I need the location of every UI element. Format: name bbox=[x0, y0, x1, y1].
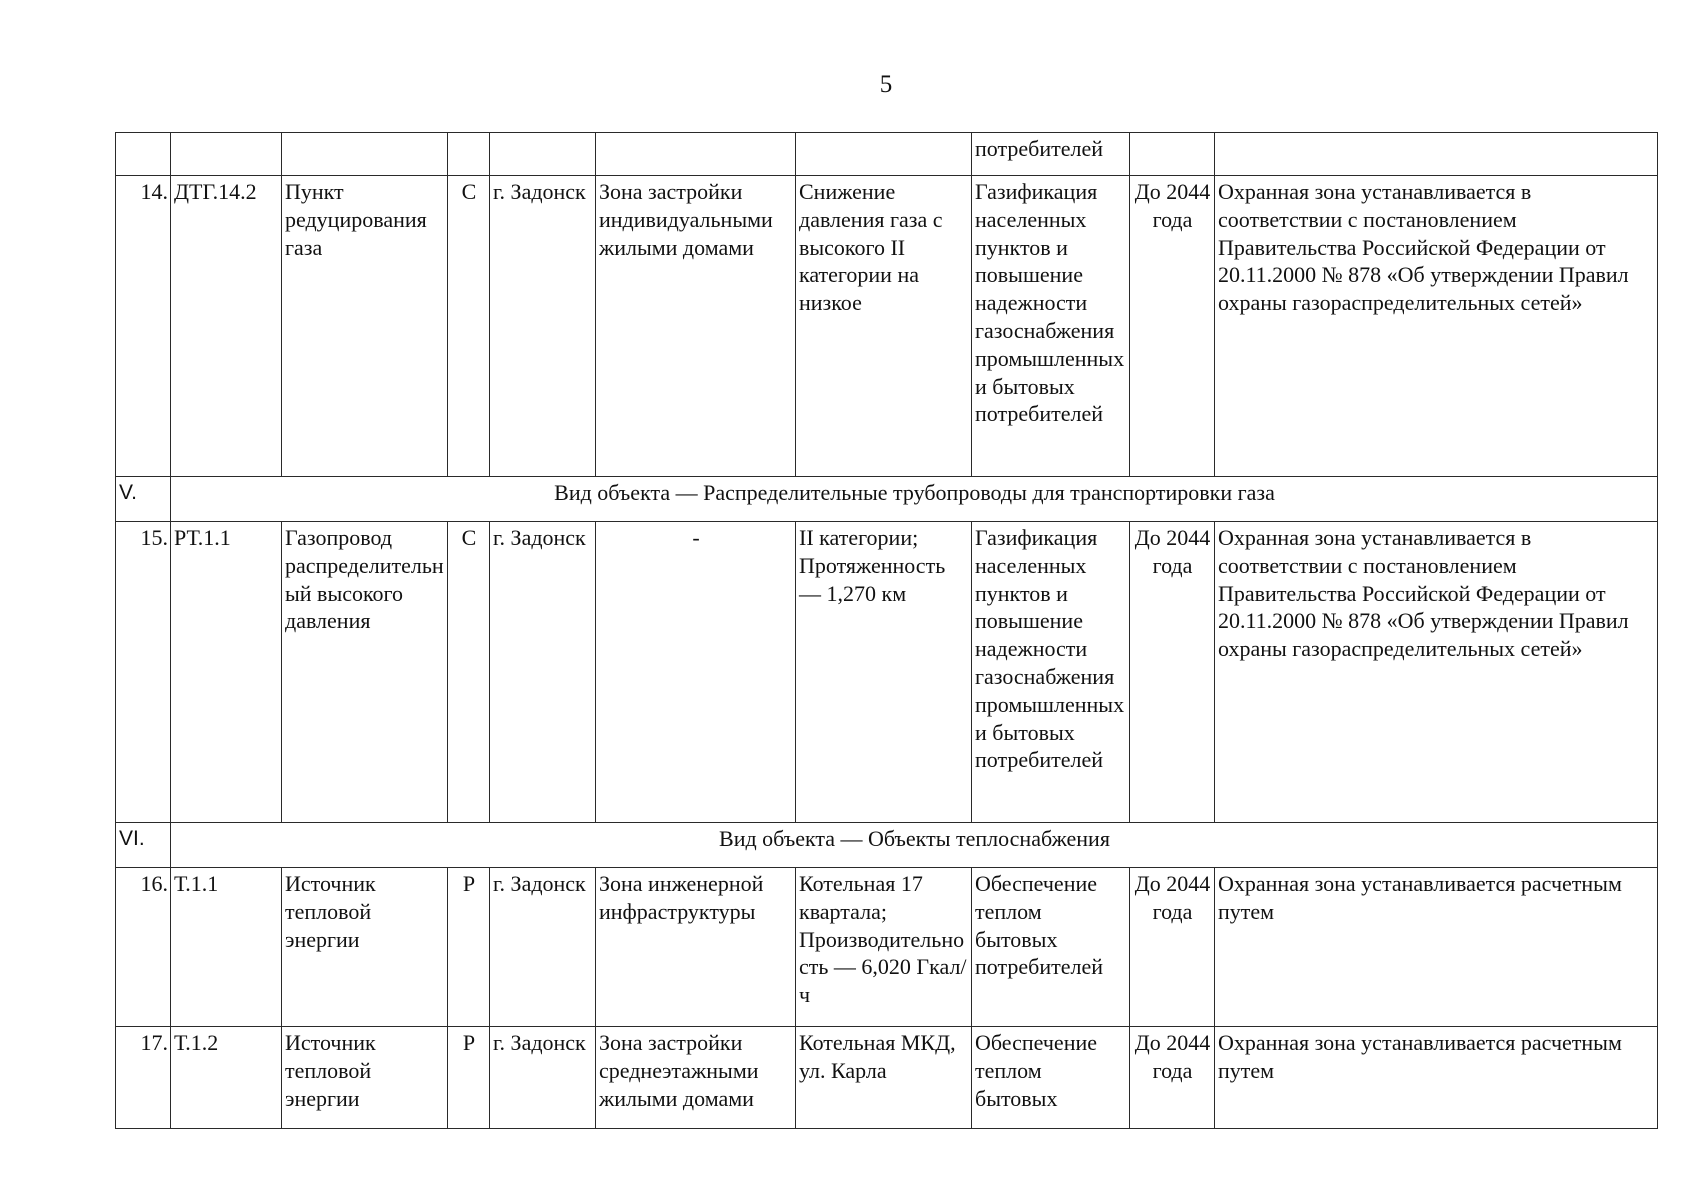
location-cell bbox=[490, 133, 596, 176]
object-name-cell: Газопровод распределительный высокого давления bbox=[282, 522, 448, 823]
object-name-cell bbox=[282, 133, 448, 176]
location-cell: г. Задонск bbox=[490, 522, 596, 823]
zone-cell: Зона застройки среднеэтажными жилыми домами bbox=[596, 1027, 796, 1129]
zone-cell: Зона застройки индивидуальными жилыми домами bbox=[596, 176, 796, 477]
zone-cell bbox=[596, 133, 796, 176]
characteristics-cell: Котельная 17 квартала; Производительность — 6,020 Гкал/ч bbox=[796, 868, 972, 1027]
purpose-cell: Обеспечение теплом бытовых bbox=[972, 1027, 1130, 1129]
term-cell: До 2044 года bbox=[1130, 1027, 1215, 1129]
table-row bbox=[116, 133, 1658, 176]
location-cell: г. Задонск bbox=[490, 868, 596, 1027]
row-number-cell bbox=[116, 133, 171, 176]
characteristics-cell: Снижение давления газа с высокого II категории на низкое bbox=[796, 176, 972, 477]
location-cell: г. Задонск bbox=[490, 176, 596, 477]
table-row bbox=[116, 176, 1658, 477]
section-row bbox=[116, 823, 1658, 868]
table-row bbox=[116, 522, 1658, 823]
purpose-cell: Газификация населенных пунктов и повышение надежности газоснабжения промышленных и бытовых потребителей bbox=[972, 522, 1130, 823]
characteristics-cell bbox=[796, 133, 972, 176]
characteristics-cell: II категории; Протяженность — 1,270 км bbox=[796, 522, 972, 823]
status-cell: С bbox=[448, 522, 490, 823]
protection-zone-cell bbox=[1215, 133, 1658, 176]
purpose-cell: Газификация населенных пунктов и повышение надежности газоснабжения промышленных и бытовых потребителей bbox=[972, 176, 1130, 477]
object-name-cell: Пункт редуцирования газа bbox=[282, 176, 448, 477]
protection-zone-cell: Охранная зона устанавливается в соответствии с постановлением Правительства Российской Федерации от 20.11.2000 № 878 «Об утверждении Правил охраны газораспределительных сетей» bbox=[1215, 522, 1658, 823]
section-number-cell: V. bbox=[116, 477, 171, 522]
status-cell: Р bbox=[448, 1027, 490, 1129]
status-cell bbox=[448, 133, 490, 176]
term-cell: До 2044 года bbox=[1130, 176, 1215, 477]
object-code-cell: Т.1.1 bbox=[171, 868, 282, 1027]
purpose-cell: потребителей bbox=[972, 133, 1130, 176]
protection-zone-cell: Охранная зона устанавливается расчетным путем bbox=[1215, 868, 1658, 1027]
protection-zone-cell: Охранная зона устанавливается расчетным путем bbox=[1215, 1027, 1658, 1129]
row-number-cell: 16. bbox=[116, 868, 171, 1027]
term-cell bbox=[1130, 133, 1215, 176]
purpose-cell: Обеспечение теплом бытовых потребителей bbox=[972, 868, 1130, 1027]
location-cell: г. Задонск bbox=[490, 1027, 596, 1129]
zone-cell: Зона инженерной инфраструктуры bbox=[596, 868, 796, 1027]
page-number: 5 bbox=[879, 71, 893, 98]
row-number-cell: 17. bbox=[116, 1027, 171, 1129]
section-title-cell: Вид объекта — Объекты теплоснабжения bbox=[171, 823, 1658, 868]
protection-zone-cell: Охранная зона устанавливается в соответствии с постановлением Правительства Российской Федерации от 20.11.2000 № 878 «Об утверждении Правил охраны газораспределительных сетей» bbox=[1215, 176, 1658, 477]
planned-objects-table bbox=[115, 132, 1658, 1129]
term-cell: До 2044 года bbox=[1130, 522, 1215, 823]
row-number-cell: 15. bbox=[116, 522, 171, 823]
characteristics-cell: Котельная МКД, ул. Карла bbox=[796, 1027, 972, 1129]
table-row bbox=[116, 868, 1658, 1027]
section-title-cell: Вид объекта — Распределительные трубопроводы для транспортировки газа bbox=[171, 477, 1658, 522]
status-cell: Р bbox=[448, 868, 490, 1027]
object-code-cell: ДТГ.14.2 bbox=[171, 176, 282, 477]
zone-cell: - bbox=[596, 522, 796, 823]
object-name-cell: Источник тепловой энергии bbox=[282, 1027, 448, 1129]
object-code-cell: РТ.1.1 bbox=[171, 522, 282, 823]
object-name-cell: Источник тепловой энергии bbox=[282, 868, 448, 1027]
table-row bbox=[116, 1027, 1658, 1129]
section-row bbox=[116, 477, 1658, 522]
object-code-cell bbox=[171, 133, 282, 176]
status-cell: С bbox=[448, 176, 490, 477]
term-cell: До 2044 года bbox=[1130, 868, 1215, 1027]
row-number-cell: 14. bbox=[116, 176, 171, 477]
section-number-cell: VI. bbox=[116, 823, 171, 868]
object-code-cell: Т.1.2 bbox=[171, 1027, 282, 1129]
